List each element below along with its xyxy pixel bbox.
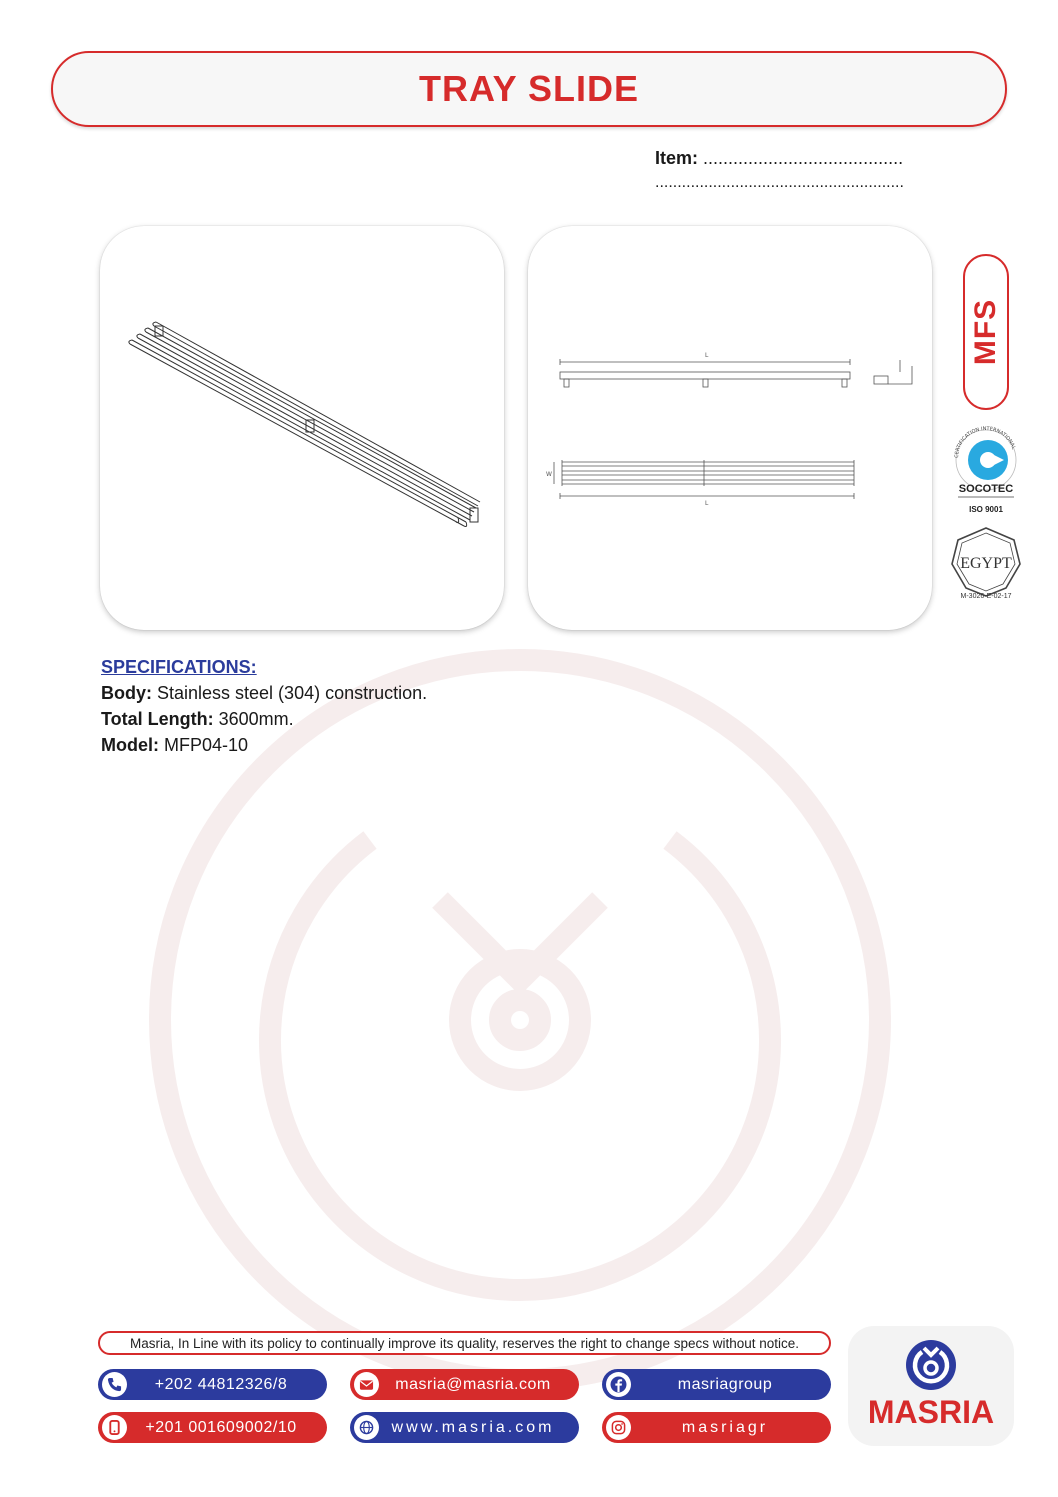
length-label-bottom: L: [705, 500, 709, 507]
email-icon: [354, 1372, 379, 1397]
isometric-drawing: [100, 226, 504, 630]
egypt-name: EGYPT: [960, 555, 1012, 572]
spec-row-length: Total Length: 3600mm.: [101, 709, 294, 729]
technical-drawing: [528, 226, 932, 630]
isometric-view-panel: [100, 226, 504, 630]
masria-brand-name: MASRIA: [867, 1394, 995, 1430]
globe-icon: [354, 1415, 379, 1440]
egypt-code: M-3026-E-02-17: [960, 593, 1012, 600]
width-label: W: [546, 471, 552, 478]
phone-landline[interactable]: +202 44812326/8: [98, 1369, 327, 1400]
technical-drawing-panel: [528, 226, 932, 630]
length-label-top: L: [705, 352, 709, 359]
phone-icon: [102, 1372, 127, 1397]
spec-row-body: Body: Stainless steel (304) construction.: [101, 683, 428, 703]
title-banner: [51, 51, 1007, 127]
socotec-name: SOCOTEC: [958, 483, 1014, 495]
mobile-phone-icon: [102, 1415, 127, 1440]
mfs-badge: [963, 254, 1009, 410]
facebook-link[interactable]: masriagroup: [602, 1369, 831, 1400]
item-dots-2: ........................................................: [655, 174, 904, 191]
specifications: [101, 654, 427, 758]
instagram-icon: [606, 1415, 631, 1440]
item-dots-1: ........................................: [703, 148, 904, 168]
socotec-ring-text: CERTIFICATION INTERNATIONAL: [953, 425, 1017, 459]
email-link[interactable]: masria@masria.com: [350, 1369, 579, 1400]
item-field: [655, 148, 903, 169]
mfs-label: MFS: [969, 298, 1003, 366]
masria-logo-icon: [904, 1338, 958, 1392]
website-link[interactable]: www.masria.com: [350, 1412, 579, 1443]
socotec-certification-icon: [946, 424, 1026, 516]
iso-label: ISO 9001: [969, 505, 1003, 514]
facebook-icon: [606, 1372, 631, 1397]
specifications-heading: SPECIFICATIONS:: [101, 657, 257, 677]
disclaimer-notice: Masria, In Line with its policy to continually improve its quality, reserves the right to change specs without notice.: [98, 1331, 831, 1355]
masria-logo: [848, 1326, 1014, 1446]
item-label: Item:: [655, 148, 699, 168]
page-title: TRAY SLIDE: [418, 68, 640, 109]
phone-mobile[interactable]: +201 001609002/10: [98, 1412, 327, 1443]
spec-row-model: Model: MFP04-10: [101, 735, 249, 755]
egypt-quality-seal-icon: [948, 526, 1024, 600]
instagram-link[interactable]: masriagr: [602, 1412, 831, 1443]
